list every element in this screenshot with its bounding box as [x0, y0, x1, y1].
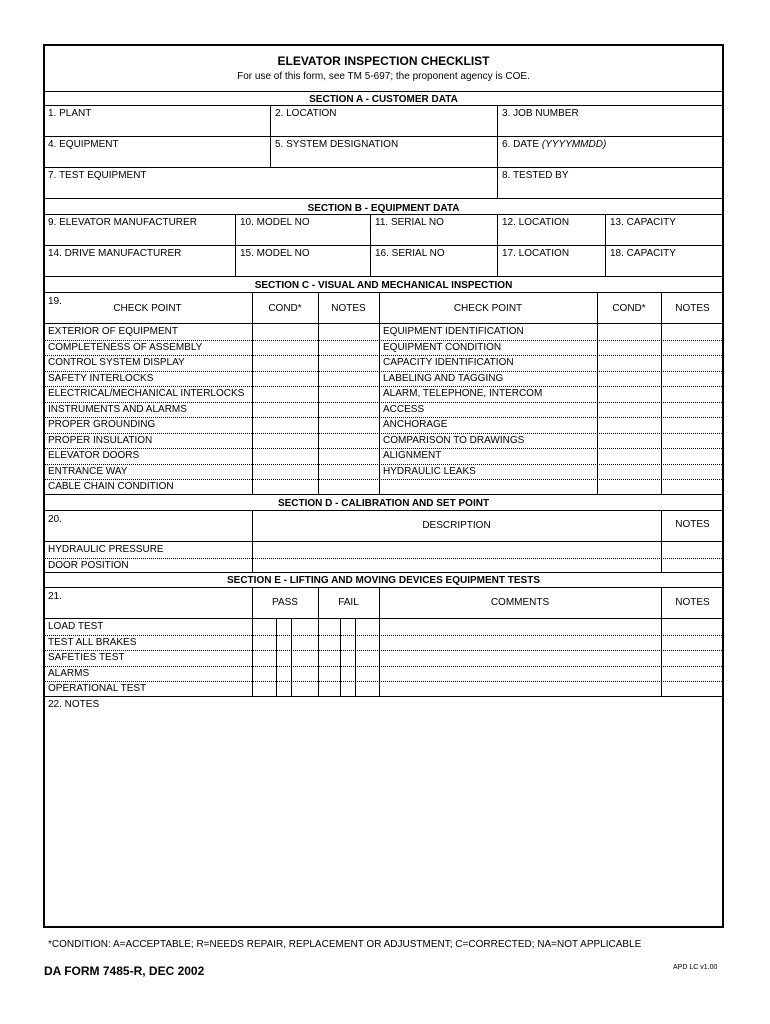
item-20-number: 20.: [48, 514, 62, 525]
cond-cell-right[interactable]: [598, 402, 660, 417]
check-point-right: ALIGNMENT: [383, 450, 442, 461]
cond-cell-left[interactable]: [253, 371, 317, 386]
cond-cell-right[interactable]: [598, 355, 660, 370]
check-point-right: CAPACITY IDENTIFICATION: [383, 357, 514, 368]
description-cell[interactable]: [253, 558, 660, 573]
check-point-left: ENTRANCE WAY: [48, 466, 128, 477]
check-point-left: ELECTRICAL/MECHANICAL INTERLOCKS: [48, 388, 245, 399]
test-item: ALARMS: [48, 668, 90, 679]
comments-cell[interactable]: [380, 635, 660, 650]
pass-checkbox[interactable]: [277, 666, 290, 681]
notes-header-right: NOTES: [675, 303, 710, 314]
calibration-item: HYDRAULIC PRESSURE: [48, 544, 164, 555]
cond-cell-left[interactable]: [253, 340, 317, 355]
system-designation-field[interactable]: 5. SYSTEM DESIGNATION: [275, 139, 399, 150]
job-number-field[interactable]: 3. JOB NUMBER: [502, 108, 579, 119]
pass-header: PASS: [272, 597, 298, 608]
check-point-right: LABELING AND TAGGING: [383, 373, 504, 384]
check-point-left: INSTRUMENTS AND ALARMS: [48, 404, 187, 415]
date-field[interactable]: [502, 139, 606, 151]
calibration-item: DOOR POSITION: [48, 560, 129, 571]
fail-checkbox[interactable]: [341, 619, 354, 634]
date-label: 6. DATE: [502, 139, 540, 150]
pass-checkbox[interactable]: [277, 619, 290, 634]
cond-cell-left[interactable]: [253, 324, 317, 339]
cond-cell-left[interactable]: [253, 479, 317, 494]
notes-header-e: NOTES: [675, 597, 710, 608]
notes-header-left: NOTES: [331, 303, 366, 314]
cond-cell-right[interactable]: [598, 340, 660, 355]
date-format-hint: (YYYYMMDD): [541, 139, 607, 150]
cond-cell-left[interactable]: [253, 448, 317, 463]
capacity-18-field[interactable]: 18. CAPACITY: [610, 248, 676, 259]
notes-header-d: NOTES: [675, 519, 710, 530]
condition-legend: *CONDITION: A=ACCEPTABLE; R=NEEDS REPAIR, REPLACEMENT OR ADJUSTMENT; C=CORRECTED; NA=NOT APPLICABLE: [48, 939, 642, 950]
check-point-right: HYDRAULIC LEAKS: [383, 466, 476, 477]
cond-header-right: COND*: [612, 303, 646, 314]
description-header: DESCRIPTION: [422, 520, 491, 531]
drive-manufacturer-field[interactable]: 14. DRIVE MANUFACTURER: [48, 248, 182, 259]
equipment-field[interactable]: 4. EQUIPMENT: [48, 139, 119, 150]
cond-cell-left[interactable]: [253, 355, 317, 370]
capacity-13-field[interactable]: 13. CAPACITY: [610, 217, 676, 228]
check-point-right: ALARM, TELEPHONE, INTERCOM: [383, 388, 543, 399]
pass-checkbox[interactable]: [277, 681, 290, 696]
check-point-left: EXTERIOR OF EQUIPMENT: [48, 326, 179, 337]
comments-cell[interactable]: [380, 681, 660, 696]
section-b-title: SECTION B - EQUIPMENT DATA: [307, 203, 460, 214]
fail-checkbox[interactable]: [341, 681, 354, 696]
check-point-right: ANCHORAGE: [383, 419, 448, 430]
notes-area[interactable]: [45, 712, 722, 926]
plant-field[interactable]: 1. PLANT: [48, 108, 92, 119]
cond-cell-left[interactable]: [253, 433, 317, 448]
fail-checkbox[interactable]: [341, 650, 354, 665]
version-label: APD LC v1.00: [673, 964, 718, 971]
item-19-number: 19.: [48, 296, 62, 307]
cond-cell-right[interactable]: [598, 386, 660, 401]
section-d-title: SECTION D - CALIBRATION AND SET POINT: [277, 498, 490, 509]
cond-cell-right[interactable]: [598, 479, 660, 494]
check-point-header-left: CHECK POINT: [113, 303, 182, 314]
test-item: TEST ALL BRAKES: [48, 637, 137, 648]
cond-cell-left[interactable]: [253, 386, 317, 401]
cond-cell-right[interactable]: [598, 324, 660, 339]
elevator-manufacturer-field[interactable]: 9. ELEVATOR MANUFACTURER: [48, 217, 197, 228]
serial-no-11-field[interactable]: 11. SERIAL NO: [375, 217, 444, 228]
cond-cell-left[interactable]: [253, 464, 317, 479]
cond-header-left: COND*: [268, 303, 302, 314]
model-no-10-field[interactable]: 10. MODEL NO: [240, 217, 310, 228]
check-point-right: ACCESS: [383, 404, 425, 415]
check-point-right: EQUIPMENT CONDITION: [383, 342, 502, 353]
test-item: LOAD TEST: [48, 621, 104, 632]
check-point-left: CONTROL SYSTEM DISPLAY: [48, 357, 185, 368]
cond-cell-right[interactable]: [598, 433, 660, 448]
fail-checkbox[interactable]: [341, 635, 354, 650]
section-c-title: SECTION C - VISUAL AND MECHANICAL INSPECTION: [254, 280, 513, 291]
check-point-left: PROPER GROUNDING: [48, 419, 156, 430]
comments-header: COMMENTS: [490, 597, 550, 608]
form-id: DA FORM 7485-R, DEC 2002: [44, 964, 205, 978]
item-21-number: 21.: [48, 591, 62, 602]
check-point-left: ELEVATOR DOORS: [48, 450, 140, 461]
comments-cell[interactable]: [380, 619, 660, 634]
pass-checkbox[interactable]: [277, 635, 290, 650]
cond-cell-right[interactable]: [598, 464, 660, 479]
cond-cell-right[interactable]: [598, 417, 660, 432]
comments-cell[interactable]: [380, 666, 660, 681]
test-item: OPERATIONAL TEST: [48, 683, 147, 694]
model-no-15-field[interactable]: 15. MODEL NO: [240, 248, 310, 259]
check-point-left: PROPER INSULATION: [48, 435, 153, 446]
fail-checkbox[interactable]: [341, 666, 354, 681]
form-subtitle: For use of this form, see TM 5-697; the proponent agency is COE.: [237, 71, 530, 82]
cond-cell-left[interactable]: [253, 417, 317, 432]
notes-label: 22. NOTES: [48, 699, 100, 710]
pass-checkbox[interactable]: [277, 650, 290, 665]
check-point-right: COMPARISON TO DRAWINGS: [383, 435, 525, 446]
section-e-title: SECTION E - LIFTING AND MOVING DEVICES EQUIPMENT TESTS: [227, 575, 540, 586]
check-point-header-right: CHECK POINT: [453, 303, 523, 314]
section-a-title: SECTION A - CUSTOMER DATA: [309, 94, 458, 105]
comments-cell[interactable]: [380, 650, 660, 665]
cond-cell-left[interactable]: [253, 402, 317, 417]
serial-no-16-field[interactable]: 16. SERIAL NO: [375, 248, 445, 259]
location-17-field[interactable]: 17. LOCATION: [502, 248, 570, 259]
check-point-left: CABLE CHAIN CONDITION: [48, 481, 174, 492]
location-field[interactable]: 2. LOCATION: [275, 108, 337, 119]
form-title: ELEVATOR INSPECTION CHECKLIST: [277, 54, 490, 68]
fail-header: FAIL: [338, 597, 359, 608]
test-item: SAFETIES TEST: [48, 652, 125, 663]
check-point-left: SAFETY INTERLOCKS: [48, 373, 154, 384]
description-cell[interactable]: [253, 542, 660, 557]
check-point-right: EQUIPMENT IDENTIFICATION: [383, 326, 524, 337]
cond-cell-right[interactable]: [598, 371, 660, 386]
cond-cell-right[interactable]: [598, 448, 660, 463]
tested-by-field[interactable]: 8. TESTED BY: [502, 170, 569, 181]
check-point-left: COMPLETENESS OF ASSEMBLY: [48, 342, 203, 353]
test-equipment-field[interactable]: 7. TEST EQUIPMENT: [48, 170, 147, 181]
location-12-field[interactable]: 12. LOCATION: [502, 217, 570, 228]
